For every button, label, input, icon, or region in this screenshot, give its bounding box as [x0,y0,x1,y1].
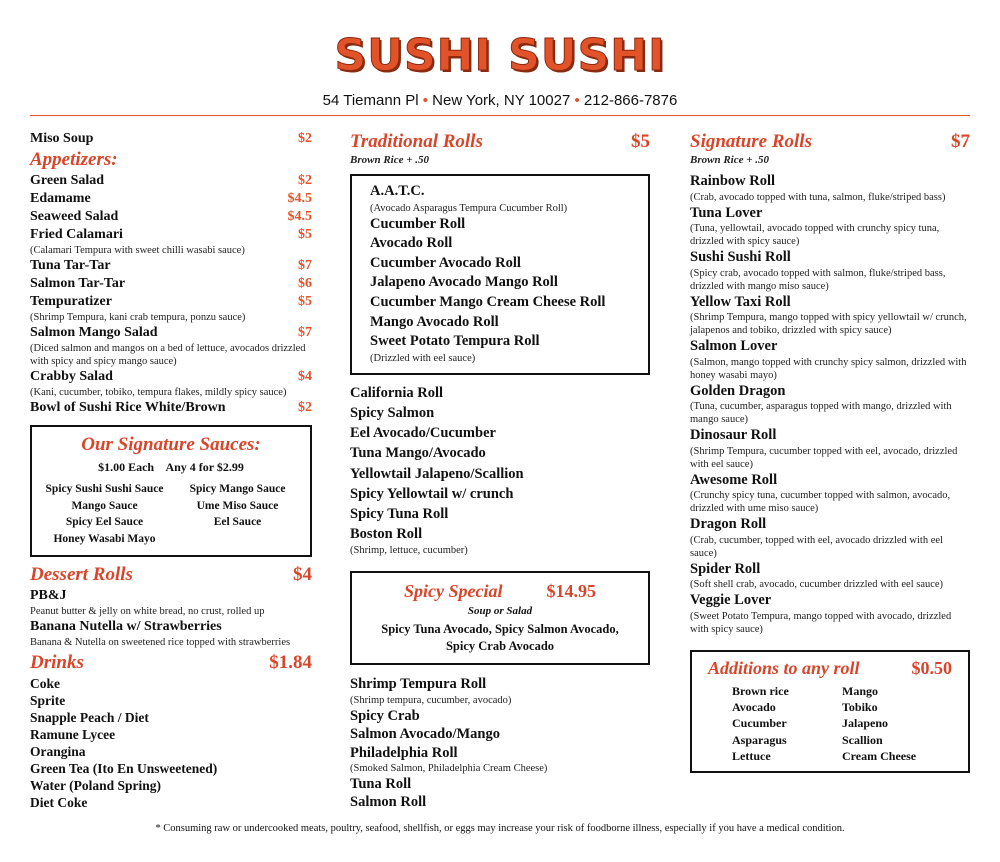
drink-item: Water (Poland Spring) [30,778,162,793]
item-name: Eel Avocado/Cucumber [350,425,496,442]
item-name: Sweet Potato Tempura Roll [370,333,540,350]
item-name: Salmon Lover [690,338,778,354]
section-title-dessert: Dessert Rolls $4 [30,564,312,585]
section-title-signature: Signature Rolls $7 [690,131,970,152]
item-name: Cucumber Avocado Roll [370,254,521,271]
logo: SUSHI SUSHI [334,30,666,81]
item-name: Salmon Avocado/Mango [350,726,500,743]
menu-item [690,204,970,223]
sauce-item: Spicy Eel Sauce [65,516,144,528]
sauce-item: Mango Sauce [71,499,138,512]
item-description: (Diced salmon and mangos on a bed of lettuce, avocados drizzled with spicy and spicy mango sauce) [30,343,306,367]
menu-item [350,675,650,693]
signature-list [690,172,970,636]
item-name: Crabby Salad [30,369,113,384]
additions-box [690,650,970,773]
item-description: (Crab, cucumber, topped with eel, avocado drizzled with eel sauce) [690,534,943,559]
item-name: Avocado Roll [370,235,453,252]
item-description: (Salmon, mango topped with crunchy spicy salmon, drizzled with honey wasabi mayo) [690,356,967,381]
menu-item [350,725,650,743]
item-price: $5 [298,227,312,242]
item-name: Miso Soup [30,131,94,146]
menu-item [370,293,630,313]
item-name: Edamame [30,191,91,206]
item-description: (Sweet Potato Tempura, mango topped with avocado, drizzled with spicy sauce) [690,610,952,635]
item-name: Salmon Roll [350,794,427,811]
menu-item [350,707,650,725]
menu-item [370,234,630,254]
item-description: (Tuna, yellowtail, avocado topped with crunchy spicy tuna, drizzled with spicy sauce) [690,223,940,247]
menu-item [30,618,312,636]
separator-dot: • [422,92,428,109]
item-description: (Crab, avocado topped with tuna, salmon, fluke/striped bass) [690,191,946,203]
menu-item [30,399,312,417]
item-description: Peanut butter & jelly on white bread, no crust, rolled up [30,606,265,617]
menu-item [370,313,630,333]
item-price: $2 [298,400,312,415]
menu-item [350,775,650,793]
menu-item [370,332,630,352]
spicy-special-sub: Soup or Salad [467,605,533,618]
item-name: Spicy Yellowtail w/ crunch [350,485,514,502]
spicy-special-box [350,571,650,665]
item-name: A.A.T.C. [370,183,425,199]
menu-item [30,324,312,342]
item-description: (Shrimp, lettuce, cucumber) [350,545,468,557]
addition-item: Brown rice [732,683,789,698]
addition-item: Jalapeno [842,716,889,731]
menu-item [370,254,630,274]
menu-item [350,744,650,762]
item-name: Tempuratizer [30,294,112,309]
street: 54 Tiemann Pl [322,92,419,109]
menu-item [690,471,970,490]
item-name: Salmon Tar-Tar [30,276,126,291]
item-name: PB&J [30,588,67,603]
menu-item [690,591,970,610]
item-price: $6 [298,276,312,291]
menu-item [350,524,650,544]
menu-item [690,560,970,579]
sauces-grid [38,481,304,547]
item-description: (Soft shell crab, avocado, cucumber drizzled with eel sauce) [690,579,944,590]
menu-item [690,337,970,356]
menu-item [30,190,312,208]
section-title-drinks: Drinks $1.84 [30,652,312,673]
sauce-item: Honey Wasabi Mayo [53,532,156,545]
menu-item [30,257,312,275]
menu-item [30,293,312,311]
addition-item: Scallion [842,732,883,747]
item-name: Golden Dragon [690,382,786,399]
item-name: Rainbow Roll [690,173,776,189]
column-middle [350,130,650,812]
header [0,30,1000,109]
item-price: $5 [298,294,312,309]
item-price: $4.5 [287,209,312,224]
menu-item [690,293,970,312]
drink-item: Coke [30,676,60,691]
item-description: (Shrimp Tempura, kani crab tempura, ponzu sauce) [30,312,246,323]
menu-item [30,587,312,605]
item-name: Spider Roll [690,560,761,577]
item-price: $7 [298,325,312,340]
sauce-item: Spicy Sushi Sushi Sauce [45,483,164,495]
menu-item [370,215,630,235]
item-description: Banana & Nutella on sweetened rice topped with strawberries [30,637,291,648]
drink-item: Diet Coke [30,795,88,810]
menu-item [30,172,312,190]
item-description: (Shrimp Tempura, mango topped with spicy yellowtail w/ crunch, jalapenos and tobiko, drizzled with spicy sauce) [690,312,967,336]
menu-item [30,208,312,226]
item-name: Banana Nutella w/ Strawberries [30,619,222,634]
menu-item [30,226,312,244]
item-description: (Kani, cucumber, tobiko, tempura flakes, mildly spicy sauce) [30,387,287,398]
item-name: Tuna Tar-Tar [30,258,111,273]
item-description: (Calamari Tempura with sweet chilli wasabi sauce) [30,245,245,256]
traditional-list [350,383,650,558]
item-description: (Smoked Salmon, Philadelphia Cream Cheese) [350,763,548,774]
sauce-item: Ume Miso Sauce [196,499,279,512]
section-title-traditional: Traditional Rolls $5 [350,131,650,152]
item-name: Spicy Crab [350,707,420,724]
addition-item: Avocado [732,699,776,714]
item-price: $4.5 [287,191,312,206]
column-left [30,130,312,811]
item-price: $2 [298,173,312,188]
item-price: $7 [298,258,312,273]
additions-header: Additions to any roll $0.50 [708,657,952,678]
veggie-rolls-box [350,174,650,375]
item-name: Bowl of Sushi Rice White/Brown [30,400,226,415]
column-right [690,130,970,773]
drink-item: Ramune Lycee [30,727,116,742]
menu-item [350,403,650,423]
addition-item: Mango [842,683,878,698]
header-divider [30,115,970,116]
brown-rice-note: Brown Rice + .50 [350,154,429,166]
menu-item [350,443,650,463]
item-price: $4 [298,369,312,384]
item-name: Tuna Roll [350,776,412,792]
item-name: Spicy Salmon [350,404,435,421]
sauce-item: Eel Sauce [213,516,262,528]
menu-item [690,515,970,534]
item-name: Cucumber Roll [370,215,466,232]
item-name: Shrimp Tempura Roll [350,676,487,693]
traditional-list-2 [350,675,650,811]
spicy-special-items: Spicy Tuna Avocado, Spicy Salmon Avocado, Spicy Crab Avocado [381,622,619,654]
dessert-list [30,587,312,649]
item-name: California Roll [350,384,444,401]
item-name: Dragon Roll [690,516,767,532]
address [0,92,1000,109]
item-name: Salmon Mango Salad [30,325,158,340]
item-description: (Avocado Asparagus Tempura Cucumber Roll) [370,202,568,214]
footnote: * Consuming raw or undercooked meats, poultry, seafood, shellfish, or eggs may increase your risk of foodborne illness, especially if you have a medical condition. [155,823,845,834]
addition-item: Tobiko [842,699,878,714]
item-name: Tuna Lover [690,204,763,221]
item-name: Spicy Tuna Roll [350,505,449,522]
menu-item [690,426,970,445]
separator-dot: • [574,92,580,109]
spicy-special-header: Spicy Special $14.95 [404,581,596,602]
item-description: (Shrimp Tempura, cucumber topped with eel, avocado, drizzled with eel sauce) [690,445,958,470]
item-description: (Tuna, cucumber, asparagus topped with mango, drizzled with mango sauce) [690,401,952,425]
item-name: Mango Avocado Roll [370,313,499,330]
item-name: Fried Calamari [30,227,123,242]
sauce-item: Spicy Mango Sauce [189,483,286,495]
drink-item: Sprite [30,693,66,708]
item-description: (Drizzled with eel sauce) [370,352,476,364]
appetizers-list [30,172,312,417]
menu-item [350,423,650,443]
item-name: Green Salad [30,173,105,188]
item-name: Yellowtail Jalapeno/Scallion [350,465,524,482]
menu-item [30,275,312,293]
item-name: Awesome Roll [690,471,778,488]
item-name: Dinosaur Roll [690,427,777,443]
phone: 212-866-7876 [583,92,678,109]
item-name: Seaweed Salad [30,209,119,224]
menu-item [350,383,650,403]
item-name: Philadelphia Roll [350,744,458,761]
menu-item-miso [30,130,312,148]
addition-item: Cucumber [732,716,787,731]
brown-rice-note: Brown Rice + .50 [690,154,769,166]
item-description: (Shrimp tempura, cucumber, avocado) [350,694,512,706]
section-title-appetizers: Appetizers: [30,149,118,170]
addition-item: Asparagus [732,732,787,747]
item-name: Veggie Lover [690,592,772,608]
item-name: Jalapeno Avocado Mango Roll [370,274,558,291]
menu-item [690,172,970,191]
city: New York, NY 10027 [432,92,571,109]
drinks-list [30,675,312,811]
additions-grid [708,683,952,765]
menu-item [370,182,630,202]
item-name: Cucumber Mango Cream Cheese Roll [370,293,606,310]
sauces-price: $1.00 Each Any 4 for $2.99 [98,460,244,474]
item-name: Tuna Mango/Avocado [350,445,486,462]
item-price: $2 [298,131,312,146]
addition-item: Cream Cheese [842,749,917,764]
item-description: (Spicy crab, avocado topped with salmon, fluke/striped bass, drizzled with mango miso sauce) [690,267,946,292]
menu-item [690,382,970,401]
menu-item [30,368,312,386]
drink-item: Orangina [30,744,86,759]
drink-item: Snapple Peach / Diet [30,710,149,725]
menu-item [690,248,970,267]
item-name: Sushi Sushi Roll [690,249,791,265]
item-description: (Crunchy spicy tuna, cucumber topped with salmon, avocado, drizzled with ume miso sauce) [690,490,951,514]
menu-item [350,464,650,484]
menu-item [350,484,650,504]
item-name: Boston Roll [350,526,423,543]
menu-item [350,793,650,811]
item-name: Yellow Taxi Roll [690,293,791,310]
sauces-title: Our Signature Sauces: [81,434,261,455]
addition-item: Lettuce [732,749,771,764]
drink-item: Green Tea (Ito En Unsweetened) [30,761,218,776]
menu-item [370,273,630,293]
menu-item [350,504,650,524]
signature-sauces-box [30,425,312,557]
